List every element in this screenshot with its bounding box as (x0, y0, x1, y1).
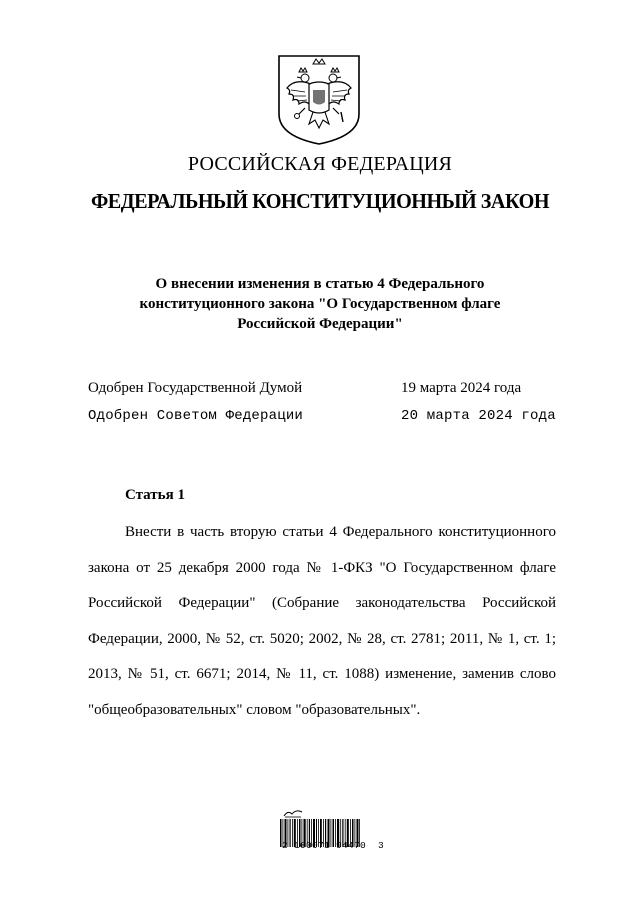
law-title (0, 274, 640, 334)
country-name: РОССИЙСКАЯ ФЕДЕРАЦИЯ (187, 153, 453, 175)
article-heading: Статья 1 (125, 487, 185, 503)
coat-of-arms-icon (275, 54, 363, 146)
law-title-line: конституционного закона "О Государственном флаге (139, 296, 501, 312)
barcode-mark-icon (282, 808, 304, 818)
approval-council-label: Одобрен Советом Федерации (88, 408, 304, 424)
approval-council-date: 20 марта 2024 года (401, 408, 556, 424)
barcode-number: 2 100071 94470 3 (282, 840, 385, 851)
approval-duma-label: Одобрен Государственной Думой (88, 380, 303, 396)
law-title-line: Российской Федерации" (237, 316, 403, 332)
approval-duma-date: 19 марта 2024 года (401, 380, 522, 396)
law-title-line: О внесении изменения в статью 4 Федерального (155, 276, 485, 292)
article-text: Внести в часть вторую статьи 4 Федерального конституционного закона от 25 декабря 2000 года № 1-ФКЗ "О Государственном флаге Российской Федерации" (Собрание законодательства Российской Федерации, 2000, № 52, ст. 5020; 2002, № 28, ст. 2781; 2011, № 1, ст. 1; 2013, № 51, ст. 6671; 2014, № 11, ст. 1088) изменение, заменив слово "общеобразовательных" словом "образовательных". (88, 524, 556, 718)
law-type-heading: ФЕДЕРАЛЬНЫЙ КОНСТИТУЦИОННЫЙ ЗАКОН (90, 189, 550, 213)
